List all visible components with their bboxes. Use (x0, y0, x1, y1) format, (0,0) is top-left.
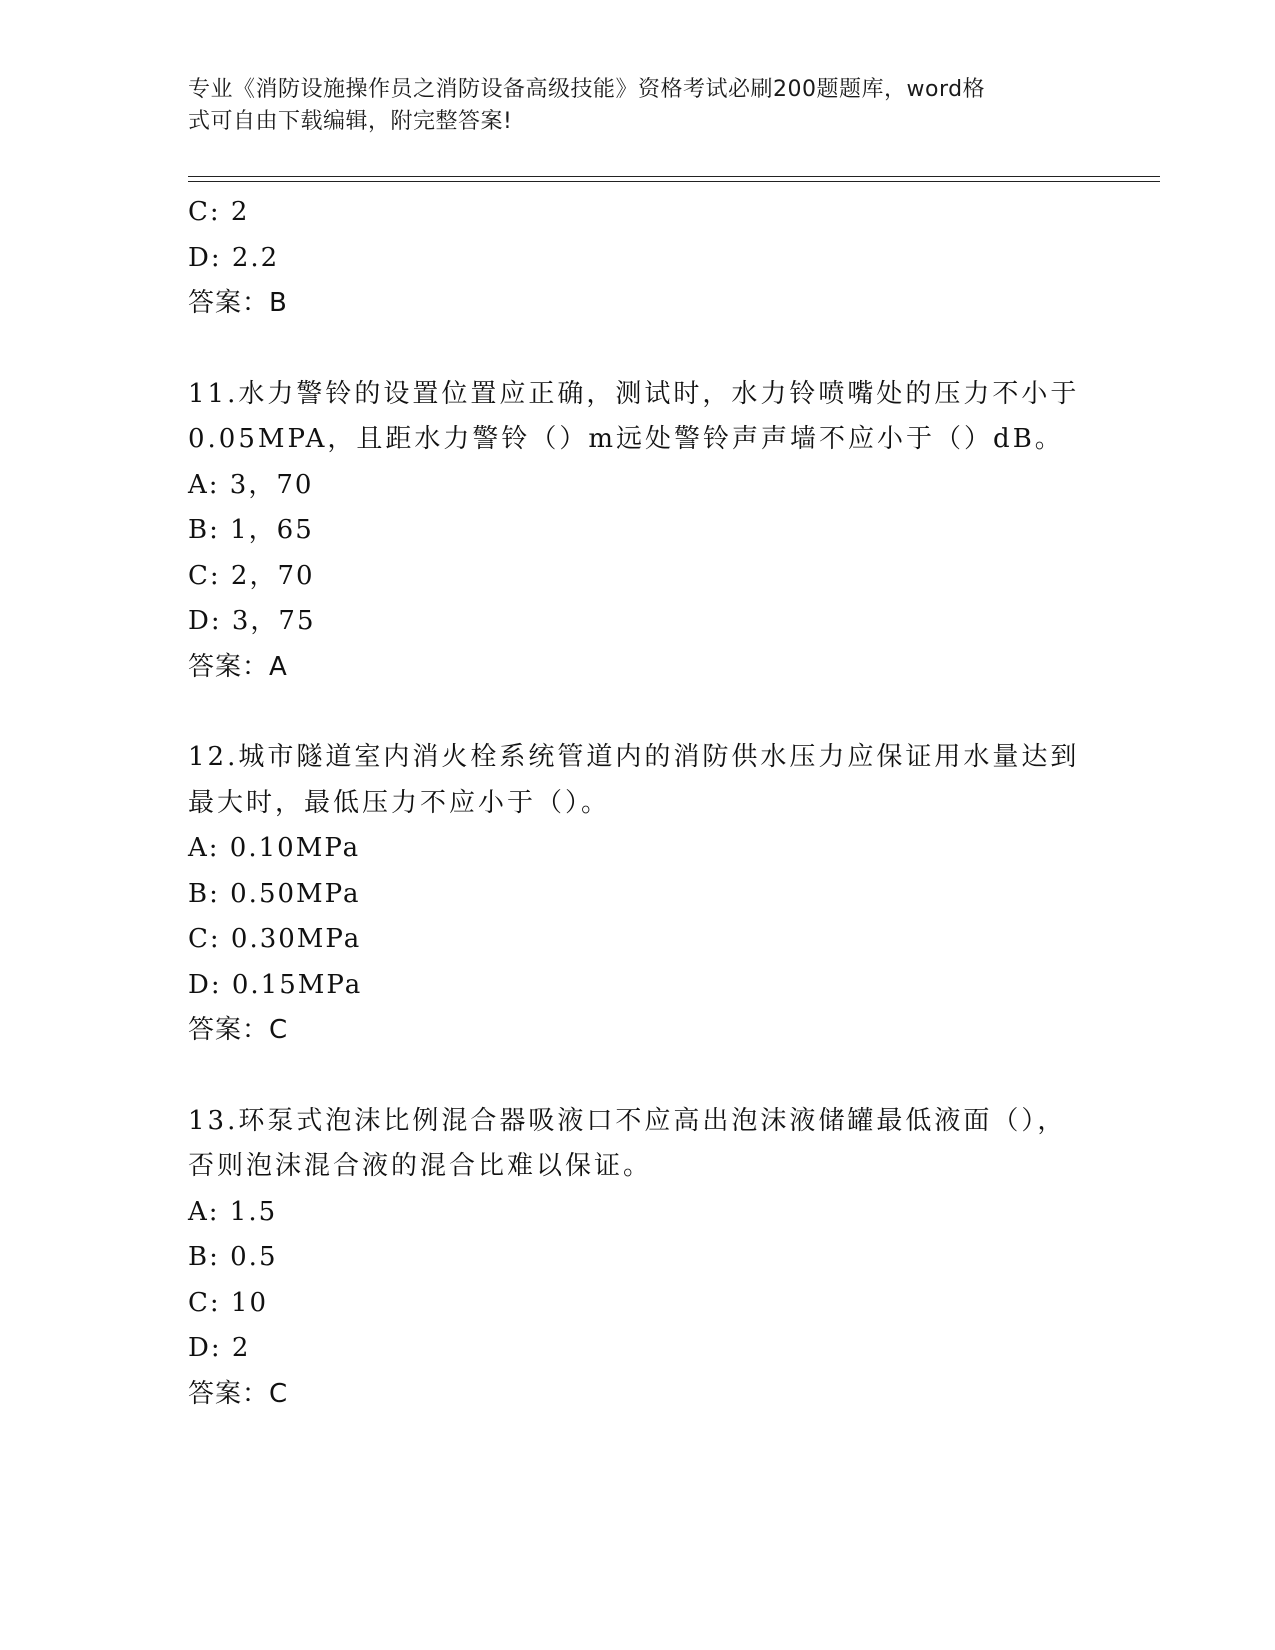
option-a: A: 3，70 (188, 469, 314, 500)
question-text-line-2: 最大时，最低压力不应小于（）。 (188, 787, 611, 818)
option-b: B: 1，65 (188, 515, 314, 545)
spacer (188, 690, 1088, 735)
option-c: C: 0.30MPa (188, 924, 362, 954)
answer-line: 答案：C (188, 1015, 289, 1045)
page-header (188, 74, 1068, 138)
question-text-line-1: 11.水力警铃的设置位置应正确，测试时，水力铃喷嘴处的压力不小于 (188, 378, 1080, 409)
spacer (188, 1054, 1088, 1099)
header-line-1: 专业《消防设施操作员之消防设备高级技能》资格考试必刷200题题库，word格 (188, 77, 986, 102)
question-text-line-1: 13.环泵式泡沫比例混合器吸液口不应高出泡沫液储罐最低液面（）， (188, 1105, 1067, 1136)
option-a: A: 0.10MPa (188, 833, 361, 863)
option-d: D: 3，75 (188, 606, 316, 636)
option-d: D: 2 (188, 1333, 251, 1363)
answer-line: 答案：B (188, 288, 288, 318)
option-d: D: 0.15MPa (188, 969, 363, 1000)
option-d: D: 2.2 (188, 242, 280, 273)
option-c: C: 2 (188, 197, 250, 227)
question-content (188, 190, 1088, 1417)
option-b: B: 0.50MPa (188, 878, 361, 909)
spacer (188, 327, 1088, 372)
question-11 (188, 372, 1088, 691)
answer-line: 答案：A (188, 651, 288, 682)
question-12 (188, 735, 1088, 1054)
header-divider-bottom (188, 181, 1160, 182)
question-text-line-1: 12.城市隧道室内消火栓系统管道内的消防供水压力应保证用水量达到 (188, 742, 1080, 772)
option-c: C: 10 (188, 1287, 269, 1318)
question-text-line-2: 0.05MPA，且距水力警铃（）m远处警铃声声墙不应小于（）dB。 (188, 424, 1064, 454)
previous-question-tail (188, 190, 1088, 327)
header-divider-top (188, 176, 1160, 177)
option-c: C: 2，70 (188, 560, 315, 591)
question-text-line-2: 否则泡沫混合液的混合比难以保证。 (188, 1151, 653, 1181)
question-13 (188, 1099, 1088, 1418)
option-a: A: 1.5 (188, 1196, 278, 1227)
header-line-2: 式可自由下载编辑，附完整答案! (188, 109, 513, 134)
option-b: B: 0.5 (188, 1242, 278, 1272)
answer-line: 答案：C (188, 1378, 289, 1409)
